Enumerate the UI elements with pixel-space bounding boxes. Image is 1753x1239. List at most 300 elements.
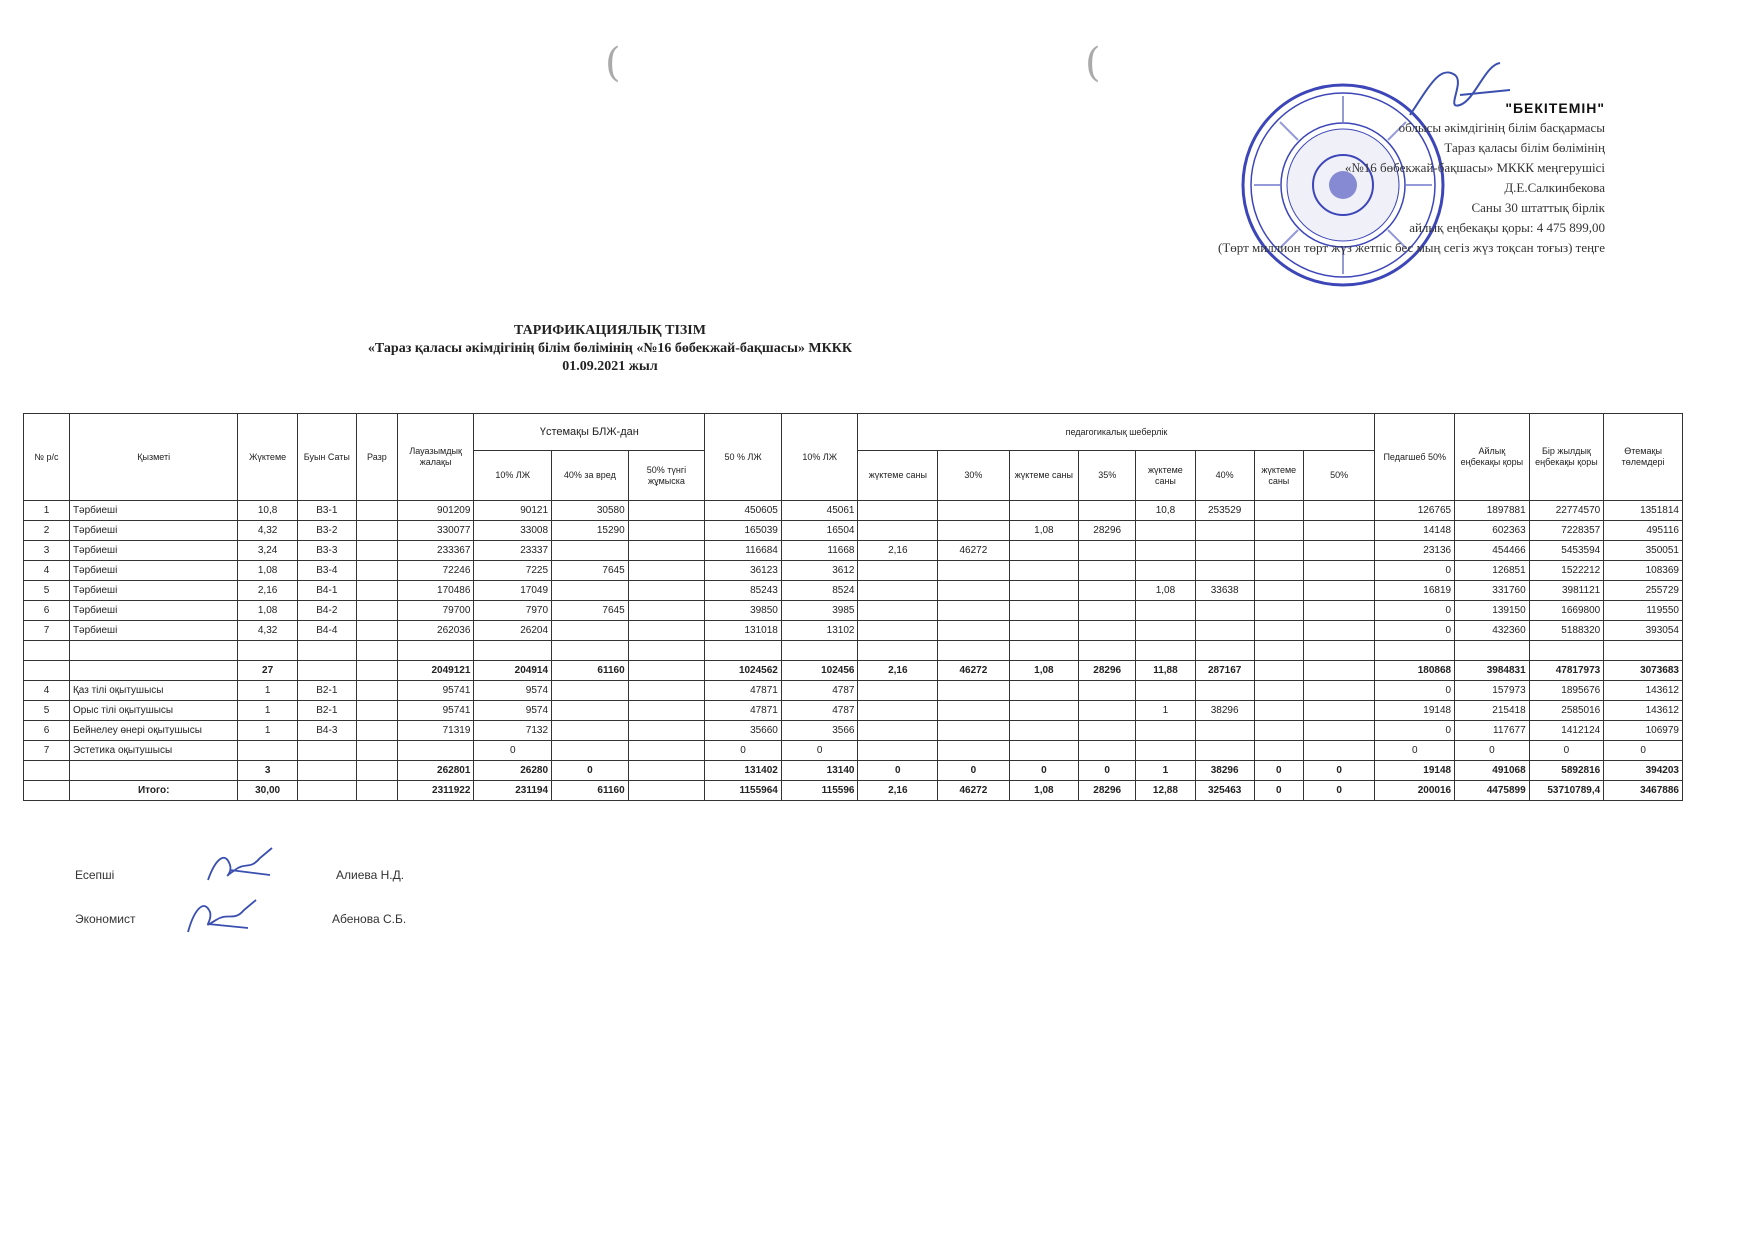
header-allowance-group: Үстемақы БЛЖ-дан	[474, 414, 705, 451]
cell-p10: 4787	[781, 701, 858, 721]
cell-pay: 106979	[1604, 721, 1683, 741]
title-line: 01.09.2021 жыл	[562, 359, 658, 374]
cell-salary: 262036	[397, 621, 474, 641]
cell-monthly: 4475899	[1455, 781, 1530, 801]
header-p35: 35%	[1079, 451, 1136, 501]
title-line: «Тараз қаласы әкімдігінің білім бөлімінің «№16 бөбекжай-бақшасы» МККК	[367, 341, 853, 356]
cell-annual: 1895676	[1529, 681, 1604, 701]
cell-a40: 61160	[552, 661, 629, 681]
cell-v30	[938, 621, 1010, 641]
cell-p10: 3566	[781, 721, 858, 741]
cell-v30: 0	[938, 761, 1010, 781]
cell-grade: В4-2	[297, 601, 356, 621]
header-load-count: жүктеме саны	[1136, 451, 1195, 501]
cell-a10: 204914	[474, 661, 552, 681]
cell-a40: 61160	[552, 781, 629, 801]
total-label: Итого:	[69, 781, 238, 801]
approval-line: айлық еңбекақы қоры: 4 475 899,00	[1409, 220, 1605, 235]
cell-a10: 7225	[474, 561, 552, 581]
cell-a50	[628, 621, 705, 641]
cell-l40	[1136, 721, 1195, 741]
cell-monthly: 126851	[1455, 561, 1530, 581]
cell-p50: 47871	[705, 681, 782, 701]
cell-v40: 287167	[1195, 661, 1254, 681]
header-p50b: 50%	[1303, 451, 1375, 501]
table-row	[24, 521, 1683, 541]
cell-l40: 1	[1136, 701, 1195, 721]
cell-v30	[938, 521, 1010, 541]
cell-l30: 2,16	[858, 661, 938, 681]
cell-p50: 85243	[705, 581, 782, 601]
header-grade: Буын Саты	[297, 414, 356, 501]
cell-rank	[356, 541, 397, 561]
cell-annual: 7228357	[1529, 521, 1604, 541]
cell-load: 30,00	[238, 781, 297, 801]
cell-no: 6	[24, 601, 70, 621]
cell-no: 5	[24, 581, 70, 601]
cell-a50	[628, 521, 705, 541]
approval-line: Д.Е.Салкинбекова	[1504, 180, 1605, 195]
header-ped-group: педагогикалық шеберлік	[858, 414, 1375, 451]
cell-a10: 33008	[474, 521, 552, 541]
cell-l50	[1254, 581, 1303, 601]
cell-ped: 200016	[1375, 781, 1455, 801]
cell-l35: 0	[1009, 761, 1078, 781]
approval-line: (Төрт миллион төрт жүз жетпіс бес мың сегіз жүз тоқсан тоғыз) теңге	[1218, 240, 1605, 255]
cell-p10: 8524	[781, 581, 858, 601]
approval-block	[1060, 98, 1605, 258]
cell-monthly: 1897881	[1455, 501, 1530, 521]
cell-no: 3	[24, 541, 70, 561]
cell-load: 1	[238, 681, 297, 701]
cell-no: 2	[24, 521, 70, 541]
cell-grade: В4-4	[297, 621, 356, 641]
cell-annual: 5188320	[1529, 621, 1604, 641]
cell-v35: 28296	[1079, 661, 1136, 681]
cell-salary: 233367	[397, 541, 474, 561]
cell-ped: 0	[1375, 621, 1455, 641]
cell-ped: 19148	[1375, 761, 1455, 781]
cell-l40	[1136, 541, 1195, 561]
cell-a50	[628, 581, 705, 601]
cell-p10: 102456	[781, 661, 858, 681]
approval-line: облысы әкімдігінің білім басқармасы	[1398, 120, 1605, 135]
cell-no: 1	[24, 501, 70, 521]
cell-a10: 23337	[474, 541, 552, 561]
cell-no: 4	[24, 681, 70, 701]
cell-rank	[356, 501, 397, 521]
cell-load: 2,16	[238, 581, 297, 601]
cell-l50	[1254, 561, 1303, 581]
cell-annual: 47817973	[1529, 661, 1604, 681]
cell-p10: 16504	[781, 521, 858, 541]
accountant-name: Алиева Н.Д.	[336, 868, 405, 882]
subtotal-row	[24, 661, 1683, 681]
cell-annual: 22774570	[1529, 501, 1604, 521]
cell-a10: 0	[474, 741, 552, 761]
cell-l40: 12,88	[1136, 781, 1195, 801]
total-row	[24, 781, 1683, 801]
cell-salary: 170486	[397, 581, 474, 601]
cell-monthly: 3984831	[1455, 661, 1530, 681]
cell-grade: В2-1	[297, 681, 356, 701]
cell-load: 1	[238, 701, 297, 721]
cell-l35: 1,08	[1009, 521, 1078, 541]
header-p50: 50 % ЛЖ	[705, 414, 782, 501]
cell-a40: 7645	[552, 561, 629, 581]
cell-no: 7	[24, 741, 70, 761]
cell-v50	[1303, 541, 1375, 561]
economist-signature-icon	[182, 890, 262, 940]
cell-position: Тәрбиеші	[69, 501, 238, 521]
cell-a10: 7970	[474, 601, 552, 621]
cell-l35	[1009, 561, 1078, 581]
cell-v35: 28296	[1079, 781, 1136, 801]
cell-ped: 23136	[1375, 541, 1455, 561]
cell-a40	[552, 621, 629, 641]
approval-line: Тараз қаласы білім бөлімінің	[1444, 140, 1605, 155]
cell-a10: 9574	[474, 701, 552, 721]
cell-v40	[1195, 561, 1254, 581]
cell-salary: 901209	[397, 501, 474, 521]
cell-pay: 1351814	[1604, 501, 1683, 521]
cell-ped: 0	[1375, 561, 1455, 581]
cell-p10: 13102	[781, 621, 858, 641]
cell-l50	[1254, 501, 1303, 521]
cell-pay: 119550	[1604, 601, 1683, 621]
cell-pay: 393054	[1604, 621, 1683, 641]
cell-p50: 35660	[705, 721, 782, 741]
cell-ped: 19148	[1375, 701, 1455, 721]
cell-position: Тәрбиеші	[69, 581, 238, 601]
cell-v40: 325463	[1195, 781, 1254, 801]
cell-monthly: 0	[1455, 741, 1530, 761]
header-a10: 10% ЛЖ	[474, 451, 552, 501]
cell-monthly: 491068	[1455, 761, 1530, 781]
cell-position: Бейнелеу өнері оқытушысы	[69, 721, 238, 741]
cell-p10: 0	[781, 741, 858, 761]
header-no: № р/с	[24, 414, 70, 501]
cell-v50	[1303, 581, 1375, 601]
cell-load: 1	[238, 721, 297, 741]
cell-rank	[356, 561, 397, 581]
cell-v30	[938, 601, 1010, 621]
cell-l50: 0	[1254, 781, 1303, 801]
header-salary: Лауазымдық жалақы	[397, 414, 474, 501]
cell-grade: В3-2	[297, 521, 356, 541]
cell-l35	[1009, 601, 1078, 621]
cell-l40	[1136, 601, 1195, 621]
cell-l30	[858, 521, 938, 541]
tariff-table	[23, 413, 1683, 801]
cell-no: 7	[24, 621, 70, 641]
cell-load: 4,32	[238, 521, 297, 541]
cell-p10: 115596	[781, 781, 858, 801]
header-a40: 40% за вред	[552, 451, 629, 501]
cell-l30: 0	[858, 761, 938, 781]
cell-grade: В3-1	[297, 501, 356, 521]
header-pay: Өтемақы төлемдері	[1604, 414, 1683, 501]
cell-pay: 143612	[1604, 681, 1683, 701]
cell-v50	[1303, 501, 1375, 521]
cell-v30	[938, 561, 1010, 581]
cell-v40: 38296	[1195, 761, 1254, 781]
header-ped50: Педагшеб 50%	[1375, 414, 1455, 501]
cell-ped: 126765	[1375, 501, 1455, 521]
cell-salary: 71319	[397, 721, 474, 741]
cell-load: 1,08	[238, 601, 297, 621]
cell-p10: 45061	[781, 501, 858, 521]
cell-a50	[628, 541, 705, 561]
cell-pay: 108369	[1604, 561, 1683, 581]
cell-p50: 116684	[705, 541, 782, 561]
cell-l40	[1136, 741, 1195, 761]
cell-v35: 28296	[1079, 521, 1136, 541]
cell-no: 5	[24, 701, 70, 721]
header-position: Қызметі	[69, 414, 238, 501]
cell-salary: 2311922	[397, 781, 474, 801]
header-load: Жүктеме	[238, 414, 297, 501]
cell-v35	[1079, 501, 1136, 521]
cell-position: Тәрбиеші	[69, 541, 238, 561]
cell-l30	[858, 501, 938, 521]
cell-a40: 15290	[552, 521, 629, 541]
cell-v35	[1079, 561, 1136, 581]
cell-v30: 46272	[938, 781, 1010, 801]
cell-a10: 17049	[474, 581, 552, 601]
header-rank: Разр	[356, 414, 397, 501]
cell-p50: 0	[705, 741, 782, 761]
cell-salary: 79700	[397, 601, 474, 621]
cell-load	[238, 741, 297, 761]
cell-p50: 131402	[705, 761, 782, 781]
cell-l30	[858, 601, 938, 621]
cell-v50	[1303, 621, 1375, 641]
cell-v40	[1195, 541, 1254, 561]
cell-p50: 1155964	[705, 781, 782, 801]
scan-mark: (	[1085, 40, 1101, 86]
cell-l40: 1,08	[1136, 581, 1195, 601]
cell-a50	[628, 501, 705, 521]
cell-a10: 90121	[474, 501, 552, 521]
cell-p50: 1024562	[705, 661, 782, 681]
cell-annual: 1522212	[1529, 561, 1604, 581]
cell-v40	[1195, 601, 1254, 621]
cell-v50	[1303, 601, 1375, 621]
cell-load: 3,24	[238, 541, 297, 561]
cell-a10: 7132	[474, 721, 552, 741]
cell-annual: 53710789,4	[1529, 781, 1604, 801]
cell-position: Орыс тілі оқытушысы	[69, 701, 238, 721]
cell-monthly: 117677	[1455, 721, 1530, 741]
cell-v50	[1303, 561, 1375, 581]
cell-a10: 231194	[474, 781, 552, 801]
cell-l35	[1009, 501, 1078, 521]
cell-a40	[552, 541, 629, 561]
cell-annual: 5453594	[1529, 541, 1604, 561]
cell-salary: 262801	[397, 761, 474, 781]
cell-rank	[356, 581, 397, 601]
cell-salary	[397, 741, 474, 761]
cell-l40: 10,8	[1136, 501, 1195, 521]
cell-position: Қаз тілі оқытушысы	[69, 681, 238, 701]
cell-p10: 11668	[781, 541, 858, 561]
cell-p50: 36123	[705, 561, 782, 581]
cell-l35	[1009, 621, 1078, 641]
cell-p10: 3612	[781, 561, 858, 581]
economist-name: Абенова С.Б.	[332, 912, 407, 926]
cell-a40	[552, 581, 629, 601]
cell-annual: 5892816	[1529, 761, 1604, 781]
header-monthly: Айлық еңбекақы қоры	[1455, 414, 1530, 501]
cell-grade: В4-3	[297, 721, 356, 741]
cell-a40: 7645	[552, 601, 629, 621]
cell-v40: 33638	[1195, 581, 1254, 601]
cell-load: 27	[238, 661, 297, 681]
cell-l35	[1009, 581, 1078, 601]
cell-ped: 0	[1375, 601, 1455, 621]
cell-a10: 26204	[474, 621, 552, 641]
cell-pay: 350051	[1604, 541, 1683, 561]
cell-ped: 0	[1375, 681, 1455, 701]
table-row	[24, 501, 1683, 521]
cell-monthly: 331760	[1455, 581, 1530, 601]
cell-l30	[858, 581, 938, 601]
cell-l50	[1254, 601, 1303, 621]
economist-label: Экономист	[75, 912, 136, 926]
cell-annual: 3981121	[1529, 581, 1604, 601]
header-a50: 50% түнгі жұмыска	[628, 451, 705, 501]
cell-pay: 3073683	[1604, 661, 1683, 681]
cell-v35	[1079, 581, 1136, 601]
cell-v40: 38296	[1195, 701, 1254, 721]
cell-v40	[1195, 521, 1254, 541]
cell-load: 10,8	[238, 501, 297, 521]
empty-row	[24, 641, 1683, 661]
cell-v40	[1195, 621, 1254, 641]
header-annual: Бір жылдық еңбекақы қоры	[1529, 414, 1604, 501]
cell-ped: 0	[1375, 741, 1455, 761]
header-p30: 30%	[938, 451, 1010, 501]
cell-monthly: 157973	[1455, 681, 1530, 701]
cell-v35	[1079, 541, 1136, 561]
table-row	[24, 621, 1683, 641]
cell-l35: 1,08	[1009, 661, 1078, 681]
cell-ped: 180868	[1375, 661, 1455, 681]
cell-l35	[1009, 541, 1078, 561]
table-row	[24, 741, 1683, 761]
cell-v40: 253529	[1195, 501, 1254, 521]
cell-v30: 46272	[938, 661, 1010, 681]
cell-l30: 2,16	[858, 781, 938, 801]
cell-position: Тәрбиеші	[69, 521, 238, 541]
cell-a40: 0	[552, 761, 629, 781]
approval-line: Саны 30 штаттық бірлік	[1471, 200, 1605, 215]
cell-monthly: 139150	[1455, 601, 1530, 621]
table-row	[24, 581, 1683, 601]
cell-grade: В4-1	[297, 581, 356, 601]
cell-l40	[1136, 561, 1195, 581]
cell-p50: 165039	[705, 521, 782, 541]
table-row	[24, 561, 1683, 581]
cell-pay: 495116	[1604, 521, 1683, 541]
cell-l30	[858, 621, 938, 641]
cell-v40	[1195, 681, 1254, 701]
table-row	[24, 601, 1683, 621]
cell-l30: 2,16	[858, 541, 938, 561]
cell-position: Эстетика оқытушысы	[69, 741, 238, 761]
cell-pay: 143612	[1604, 701, 1683, 721]
header-load-count: жүктеме саны	[858, 451, 938, 501]
cell-ped: 16819	[1375, 581, 1455, 601]
cell-pay: 255729	[1604, 581, 1683, 601]
cell-l40: 1	[1136, 761, 1195, 781]
cell-salary: 72246	[397, 561, 474, 581]
cell-pay: 0	[1604, 741, 1683, 761]
cell-p10: 4787	[781, 681, 858, 701]
cell-l40	[1136, 521, 1195, 541]
table-row	[24, 721, 1683, 741]
cell-l40	[1136, 621, 1195, 641]
cell-ped: 0	[1375, 721, 1455, 741]
cell-grade	[297, 741, 356, 761]
header-p40: 40%	[1195, 451, 1254, 501]
table-row	[24, 541, 1683, 561]
cell-l50	[1254, 541, 1303, 561]
cell-monthly: 215418	[1455, 701, 1530, 721]
cell-salary: 95741	[397, 681, 474, 701]
cell-no: 4	[24, 561, 70, 581]
cell-v40	[1195, 741, 1254, 761]
cell-position: Тәрбиеші	[69, 621, 238, 641]
cell-pay: 394203	[1604, 761, 1683, 781]
accountant-signature-icon	[200, 840, 280, 890]
cell-grade: В3-4	[297, 561, 356, 581]
cell-p10: 3985	[781, 601, 858, 621]
cell-p50: 47871	[705, 701, 782, 721]
approval-title: "БЕКІТЕМІН"	[1505, 100, 1605, 116]
approval-line: «№16 бөбекжай-бақшасы» МККК меңгерушісі	[1344, 160, 1605, 175]
cell-v30	[938, 581, 1010, 601]
cell-grade: В3-3	[297, 541, 356, 561]
cell-position: Тәрбиеші	[69, 561, 238, 581]
cell-v35	[1079, 621, 1136, 641]
header-load-count: жүктеме саны	[1254, 451, 1303, 501]
cell-salary: 95741	[397, 701, 474, 721]
cell-a10: 9574	[474, 681, 552, 701]
cell-rank	[356, 621, 397, 641]
cell-position: Тәрбиеші	[69, 601, 238, 621]
accountant-label: Есепші	[75, 868, 115, 882]
cell-rank	[356, 521, 397, 541]
cell-a10: 26280	[474, 761, 552, 781]
cell-v30	[938, 501, 1010, 521]
document-title	[180, 322, 1040, 376]
cell-v30: 46272	[938, 541, 1010, 561]
cell-annual: 0	[1529, 741, 1604, 761]
cell-load: 3	[238, 761, 297, 781]
cell-l30	[858, 561, 938, 581]
cell-load: 1,08	[238, 561, 297, 581]
cell-monthly: 602363	[1455, 521, 1530, 541]
cell-no: 6	[24, 721, 70, 741]
cell-l50: 0	[1254, 761, 1303, 781]
cell-pay: 3467886	[1604, 781, 1683, 801]
cell-v50: 0	[1303, 781, 1375, 801]
cell-l40: 11,88	[1136, 661, 1195, 681]
cell-l40	[1136, 681, 1195, 701]
scan-mark: (	[605, 40, 621, 86]
